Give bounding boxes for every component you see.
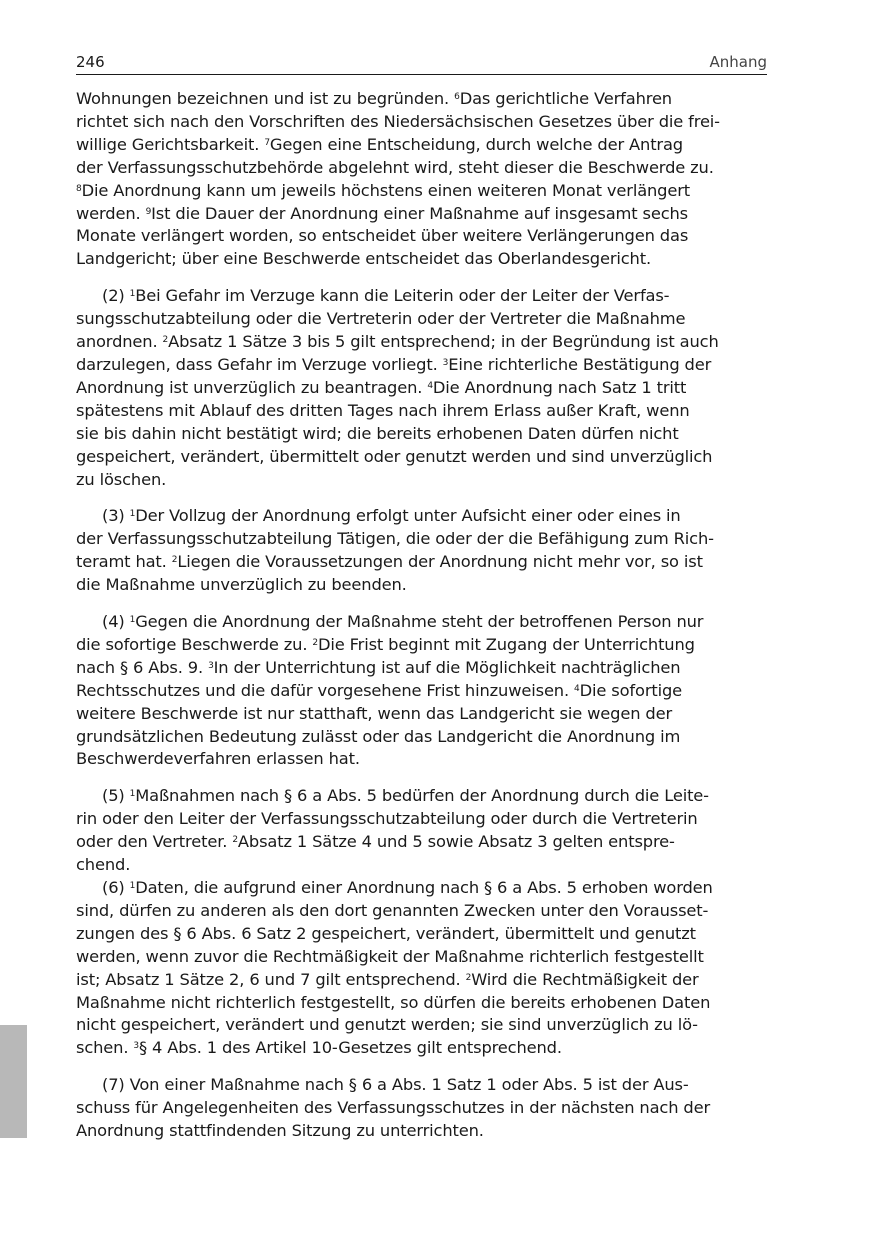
text-run: (5) <box>102 786 130 806</box>
sentence-number: 1 <box>129 615 136 626</box>
text-run: weitere Beschwerde ist nur statthaft, wenn das Landgericht sie wegen der <box>76 703 672 723</box>
text-line <box>76 748 767 771</box>
text-run: (3) <box>102 506 130 526</box>
paragraph <box>76 88 767 271</box>
text-line <box>76 469 767 492</box>
text-run: § 4 Abs. 1 des Artikel 10-Gesetzes gilt entsprechend. <box>138 1038 562 1058</box>
text-run: Wohnungen bezeichnen und ist zu begründen. <box>76 89 455 108</box>
text-line <box>76 1120 767 1143</box>
text-run: werden, wenn zuvor die Rechtmäßigkeit der Maßnahme richterlich festgestellt <box>76 946 704 966</box>
paragraph <box>76 285 767 491</box>
text-line <box>76 528 767 551</box>
text-run: rin oder den Leiter der Verfassungsschutzabteilung oder durch die Vertreterin <box>76 809 698 829</box>
sentence-number: 1 <box>129 881 136 891</box>
text-line <box>76 854 767 877</box>
paragraph <box>76 505 767 597</box>
thumb-index-tab <box>0 1025 27 1138</box>
text-line <box>76 308 767 331</box>
text-line <box>76 377 767 400</box>
sentence-number: 6 <box>454 92 460 102</box>
paragraph <box>76 877 767 1060</box>
text-run: sind, dürfen zu anderen als den dort genannten Zwecken unter den Vorausset- <box>76 900 709 920</box>
sentence-number: 4 <box>574 683 580 694</box>
sentence-number: 1 <box>129 509 136 520</box>
text-run: teramt hat. <box>76 552 172 572</box>
text-line <box>76 331 767 354</box>
text-run: schuss für Angelegenheiten des Verfassungsschutzes in der nächsten nach der <box>76 1098 711 1118</box>
body-text <box>76 88 767 1143</box>
text-run: ist; Absatz 1 Sätze 2, 6 und 7 gilt entsprechend. <box>76 969 466 989</box>
text-line <box>76 657 767 680</box>
paragraph <box>76 1074 767 1143</box>
sentence-number: 3 <box>208 660 214 671</box>
section-title: Anhang <box>709 53 767 71</box>
text-run: Beschwerdeverfahren erlassen hat. <box>76 749 360 769</box>
paragraph <box>76 611 767 771</box>
text-run: In der Unterrichtung ist auf die Möglichkeit nachträglichen <box>213 657 681 677</box>
text-run: der Verfassungsschutzbehörde abgelehnt wird, steht dieser die Beschwerde zu. <box>76 157 714 177</box>
text-line <box>76 1097 767 1120</box>
text-run: spätestens mit Ablauf des dritten Tages nach ihrem Erlass außer Kraft, wenn <box>76 400 690 420</box>
text-run: werden. <box>76 203 146 223</box>
text-line <box>76 808 767 831</box>
paragraph <box>76 785 767 877</box>
sentence-number: 2 <box>171 555 178 566</box>
text-line <box>76 831 767 854</box>
sentence-number: 7 <box>264 137 270 148</box>
text-line <box>76 900 767 923</box>
sentence-number: 4 <box>427 380 433 391</box>
text-line <box>76 611 767 634</box>
page-header <box>76 50 767 75</box>
text-line <box>76 574 767 597</box>
text-run: Maßnahme nicht richterlich festgestellt, so dürfen die bereits erhobenen Daten <box>76 992 711 1012</box>
sentence-number: 3 <box>133 1041 139 1052</box>
text-run: zu löschen. <box>76 469 167 489</box>
sentence-number: 2 <box>465 972 472 983</box>
text-line <box>76 446 767 469</box>
text-run: Rechtsschutzes und die dafür vorgesehene Frist hinzuweisen. <box>76 680 575 700</box>
text-line <box>76 1014 767 1037</box>
text-run: Gegen die Anordnung der Maßnahme steht der betroffenen Person nur <box>135 612 704 632</box>
text-run: grundsätzlichen Bedeutung zulässt oder das Landgericht die Anordnung im <box>76 726 681 746</box>
text-run: Anordnung stattfindenden Sitzung zu unterrichten. <box>76 1121 484 1141</box>
text-line <box>76 400 767 423</box>
text-run: Das gerichtliche Verfahren <box>459 89 672 108</box>
text-run: nach § 6 Abs. 9. <box>76 657 209 677</box>
text-run: Eine richterliche Bestätigung der <box>448 354 712 374</box>
text-run: sungsschutzabteilung oder die Vertreterin oder der Vertreter die Maßnahme <box>76 309 686 329</box>
sentence-number: 8 <box>76 183 82 194</box>
text-run: Der Vollzug der Anordnung erfolgt unter Aufsicht einer oder eines in <box>135 506 681 526</box>
text-run: (6) <box>102 878 130 897</box>
text-run: Monate verlängert worden, so entscheidet über weitere Verlängerungen das <box>76 226 689 246</box>
text-run: Landgericht; über eine Beschwerde entscheidet das Oberlandesgericht. <box>76 249 651 269</box>
text-run: anordnen. <box>76 332 163 352</box>
text-run: chend. <box>76 855 131 875</box>
text-line <box>76 634 767 657</box>
text-line <box>76 354 767 377</box>
text-line <box>76 1037 767 1060</box>
text-line <box>76 680 767 703</box>
text-line <box>76 877 767 900</box>
text-run: Die sofortige <box>579 680 683 700</box>
text-run: Absatz 1 Sätze 3 bis 5 gilt entsprechend; in der Begründung ist auch <box>168 332 719 352</box>
text-run: Liegen die Voraussetzungen der Anordnung nicht mehr vor, so ist <box>177 552 703 572</box>
text-run: die Maßnahme unverzüglich zu beenden. <box>76 575 407 595</box>
sentence-number: 9 <box>145 206 152 217</box>
text-line <box>76 505 767 528</box>
text-line <box>76 134 767 157</box>
text-line <box>76 111 767 134</box>
text-run: (7) Von einer Maßnahme nach § 6 a Abs. 1 Satz 1 oder Abs. 5 ist der Aus- <box>102 1075 689 1095</box>
text-line <box>76 1074 767 1097</box>
text-run: (2) <box>102 286 130 306</box>
text-line <box>76 157 767 180</box>
text-line <box>76 946 767 969</box>
text-run: nicht gespeichert, verändert und genutzt werden; sie sind unverzüglich zu lö- <box>76 1015 698 1035</box>
text-run: Daten, die aufgrund einer Anordnung nach § 6 a Abs. 5 erhoben worden <box>135 878 713 897</box>
text-run: Die Anordnung nach Satz 1 tritt <box>432 377 687 397</box>
text-line <box>76 726 767 749</box>
text-line <box>76 423 767 446</box>
text-run: darzulegen, dass Gefahr im Verzuge vorliegt. <box>76 354 443 374</box>
text-run: Ist die Dauer der Anordnung einer Maßnahme auf insgesamt sechs <box>151 203 689 223</box>
text-run: der Verfassungsschutzabteilung Tätigen, die oder der die Befähigung zum Rich- <box>76 529 714 549</box>
sentence-number: 3 <box>442 357 449 368</box>
text-run: Bei Gefahr im Verzuge kann die Leiterin oder der Leiter der Verfas- <box>135 286 670 306</box>
text-run: Die Anordnung kann um jeweils höchstens einen weiteren Monat verlängert <box>81 180 691 200</box>
text-run: sie bis dahin nicht bestätigt wird; die bereits erhobenen Daten dürfen nicht <box>76 423 679 443</box>
text-run: richtet sich nach den Vorschriften des Niedersächsischen Gesetzes über die frei- <box>76 111 720 131</box>
text-run: Die Frist beginnt mit Zugang der Unterrichtung <box>317 634 695 654</box>
sentence-number: 2 <box>232 835 238 846</box>
page-number: 246 <box>76 53 105 71</box>
text-run: zungen des § 6 Abs. 6 Satz 2 gespeichert, verändert, übermittelt und genutzt <box>76 923 696 943</box>
text-run: willige Gerichtsbarkeit. <box>76 134 265 154</box>
text-run: Absatz 1 Sätze 4 und 5 sowie Absatz 3 gelten entspre- <box>237 832 675 852</box>
text-run: gespeichert, verändert, übermittelt oder genutzt werden und sind unverzüglich <box>76 446 713 466</box>
sentence-number: 2 <box>312 637 318 648</box>
text-run: die sofortige Beschwerde zu. <box>76 634 313 654</box>
text-line <box>76 180 767 203</box>
text-line <box>76 88 767 111</box>
text-line <box>76 203 767 226</box>
text-line <box>76 551 767 574</box>
text-run: Maßnahmen nach § 6 a Abs. 5 bedürfen der Anordnung durch die Leite- <box>135 786 709 806</box>
text-run: Anordnung ist unverzüglich zu beantragen. <box>76 377 428 397</box>
text-line <box>76 969 767 992</box>
text-run: (4) <box>102 612 130 632</box>
text-run: oder den Vertreter. <box>76 832 233 852</box>
text-line <box>76 703 767 726</box>
sentence-number: 2 <box>162 335 169 346</box>
text-run: Wird die Rechtmäßigkeit der <box>471 969 699 989</box>
text-line <box>76 923 767 946</box>
text-line <box>76 785 767 808</box>
text-line <box>76 992 767 1015</box>
text-line <box>76 225 767 248</box>
sentence-number: 1 <box>129 289 136 300</box>
text-line <box>76 248 767 271</box>
text-run: schen. <box>76 1038 134 1058</box>
sentence-number: 1 <box>129 789 136 800</box>
text-line <box>76 285 767 308</box>
text-run: Gegen eine Entscheidung, durch welche der Antrag <box>269 134 683 154</box>
